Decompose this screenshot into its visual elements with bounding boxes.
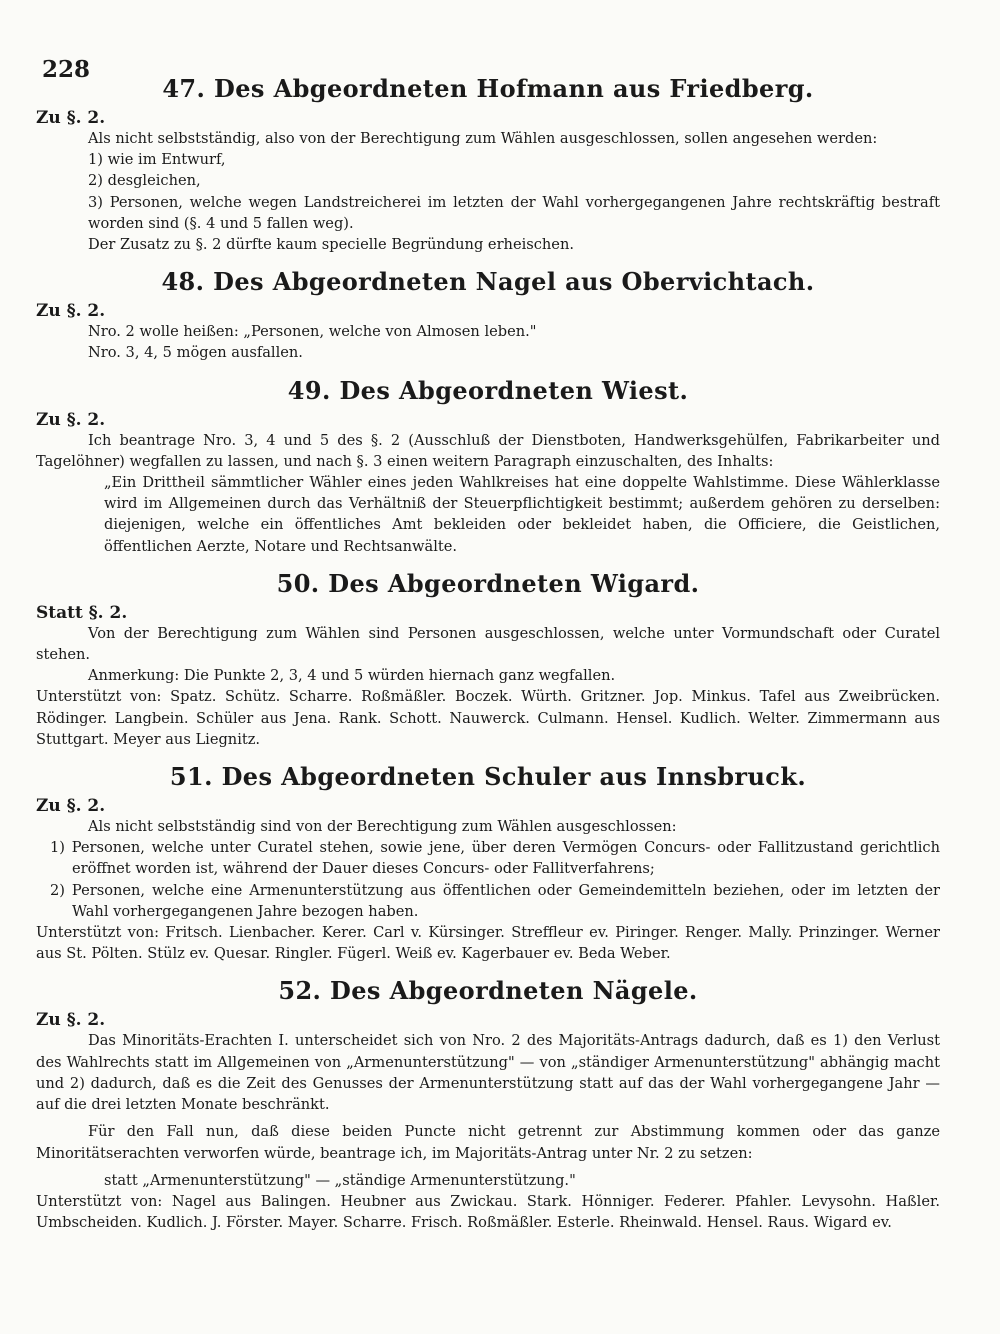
list-item: 2) Personen, welche eine Armenunterstützung aus öffentlichen oder Gemeindemitteln beziehen, oder im letzten der Wahl vorhergegangenen Jahre bezogen haben. (50, 881, 940, 920)
substitution-text: statt „Armenunterstützung" — „ständige Armenunterstützung." (104, 1171, 576, 1189)
motion-heading: 48. Des Abgeordneten Nagel aus Obervichtach. (161, 267, 815, 297)
section-reference: Statt §. 2. (36, 602, 128, 623)
supporters-list: Unterstützt von: Fritsch. Lienbacher. Kerer. Carl v. Kürsinger. Streffleur ev. Piringer. Renger. Mally. Prinzinger. Werner aus St. Pölten. Stülz ev. Quesar. Ringler. Fügerl. Weiß ev. Kagerbauer ev. Beda Weber. (36, 924, 940, 963)
motion-note: Der Zusatz zu §. 2 dürfte kaum specielle Begründung erheischen. (88, 236, 574, 254)
motion-quote: „Ein Drittheil sämmtlicher Wähler eines jeden Wahlkreises hat eine doppelte Wahlstimme. Diese Wählerklasse wird im Allgemeinen durch das Verhältniß der Steuerpflichtigkeit bestimmt; außerdem gehören zu derselben: diejenigen, welche ein öffentliches Amt bekleiden oder bekleidet haben, die Officiere, die Geistlichen, öffentlichen Aerzte, Notare und Rechtsanwälte. (104, 474, 940, 555)
motion-text: Nro. 2 wolle heißen: „Personen, welche von Almosen leben." (88, 323, 537, 341)
motion-text: Das Minoritäts-Erachten I. unterscheidet sich von Nro. 2 des Majoritäts-Antrags dadurch, daß es 1) den Verlust des Wahlrechts statt im Allgemeinen von „Armenunterstützung" — von „ständiger Armenunterstützung" abhängig macht und 2) dadurch, daß es die Zeit des Genusses der Armenunterstützung statt auf das der Wahl vorhergegangene Jahr — auf die drei letzten Monate beschränkt. (36, 1032, 940, 1114)
list-item: 1) Personen, welche unter Curatel stehen, sowie jene, über deren Vermögen Concurs- oder Fallitzustand gerichtlich eröffnet worden ist, während der Dauer dieses Concurs- oder Fallitverfahrens; (50, 839, 940, 878)
motion-52 (36, 974, 940, 1233)
motion-47 (36, 72, 940, 255)
motion-49 (36, 374, 940, 557)
motion-text: Von der Berechtigung zum Wählen sind Personen ausgeschlossen, welche unter Vormundschaft oder Curatel stehen. (36, 624, 940, 664)
motion-heading: 51. Des Abgeordneten Schuler aus Innsbruck. (169, 762, 807, 792)
motion-heading: 52. Des Abgeordneten Nägele. (278, 976, 698, 1006)
motion-48 (36, 265, 940, 363)
supporters-list: Unterstützt von: Spatz. Schütz. Scharre. Roßmäßler. Boczek. Würth. Gritzner. Jop. Minkus. Tafel aus Zweibrücken. Rödinger. Langbein. Schüler aus Jena. Rank. Schott. Nauwerck. Culmann. Hensel. Kudlich. Welter. Zimmermann aus Stuttgart. Meyer aus Liegnitz. (36, 688, 940, 748)
list-item: 1) wie im Entwurf, (88, 151, 226, 169)
motion-text: Nro. 3, 4, 5 mögen ausfallen. (88, 344, 303, 362)
section-reference: Zu §. 2. (36, 796, 106, 817)
list-item: 3) Personen, welche wegen Landstreicherei im letzten der Wahl vorhergegangenen Jahre rechtskräftig bestraft worden sind (§. 4 und 5 fallen weg). (88, 193, 940, 232)
motion-51 (36, 760, 940, 964)
section-reference: Zu §. 2. (36, 1010, 106, 1031)
motion-intro: Als nicht selbstständig, also von der Berechtigung zum Wählen ausgeschlossen, sollen angesehen werden: (88, 130, 878, 147)
section-reference: Zu §. 2. (36, 409, 106, 430)
motion-intro: Als nicht selbstständig sind von der Berechtigung zum Wählen ausgeschlossen: (88, 818, 677, 836)
motion-heading: 49. Des Abgeordneten Wiest. (287, 375, 689, 405)
section-reference: Zu §. 2. (36, 108, 106, 128)
section-reference: Zu §. 2. (36, 301, 106, 322)
list-item: 2) desgleichen, (88, 172, 201, 190)
motion-heading: 47. Des Abgeordneten Hofmann aus Friedberg. (162, 74, 814, 103)
motion-text: Ich beantrage Nro. 3, 4 und 5 des §. 2 (Ausschluß der Dienstboten, Handwerksgehülfen, Fabrikarbeiter und Tagelöhner) wegfallen zu lassen, und nach §. 3 einen weitern Paragraph einzuschalten, des Inhalts: (36, 431, 940, 470)
motion-text: Für den Fall nun, daß diese beiden Puncte nicht getrennt zur Abstimmung kommen oder das ganze Minoritätserachten verworfen würde, beantrage ich, im Majoritäts-Antrag unter Nr. 2 zu setzen: (36, 1123, 940, 1162)
page-number: 228 (42, 56, 91, 83)
supporters-list: Unterstützt von: Nagel aus Balingen. Heubner aus Zwickau. Stark. Hönniger. Federer. Pfahler. Levysohn. Haßler. Umbscheiden. Kudlich. J. Förster. Mayer. Scharre. Frisch. Roßmäßler. Esterle. Rheinwald. Hensel. Raus. Wigard ev. (36, 1192, 940, 1232)
motion-heading: 50. Des Abgeordneten Wigard. (276, 568, 700, 598)
motion-50 (36, 567, 940, 750)
motion-note: Anmerkung: Die Punkte 2, 3, 4 und 5 würden hiernach ganz wegfallen. (88, 667, 616, 685)
